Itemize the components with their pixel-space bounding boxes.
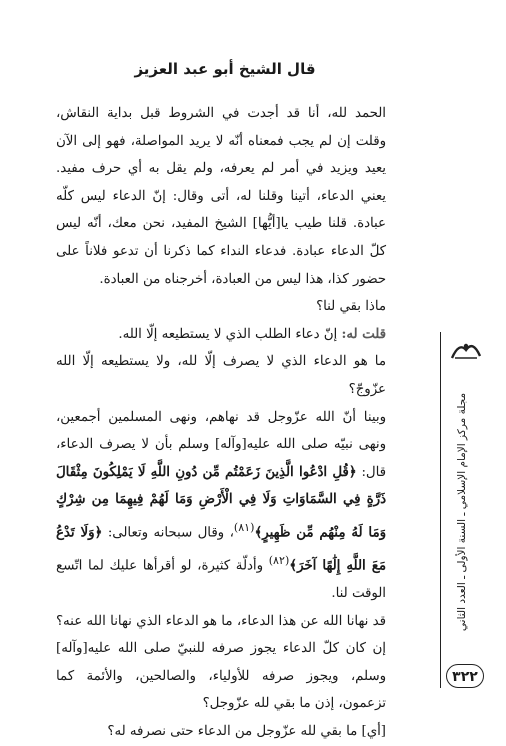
paragraph-text: وبينا أنّ الله عزّوجل قد نهاهم، ونهى المسلمين أجمعين، ونهى نبيّه صلى الله عليه[وآله] وسلم بأن لا يصرف الدعاء، قال: <box>56 409 387 480</box>
paragraph <box>56 404 400 608</box>
quran-verse: ﴿قُلِ ادْعُوا الَّذِينَ زَعَمْتُم مِّن دُونِ اللَّهِ لَا يَمْلِكُونَ مِثْقَالَ ذَرَّةٍ فِي السَّمَاوَاتِ وَلَا فِي الْأَرْضِ وَمَا لَهُمْ فِيهِمَا مِن شِرْكٍ وَمَا لَهُ مِنْهُم مِّن ظَهِيرٍ﴾ <box>56 464 386 541</box>
footnote-ref: (٨٢) <box>268 553 290 567</box>
paragraph: ما هو الدعاء الذي لا يصرف إلّا لله، ولا يستطيعه إلّا الله عزّوجّ؟ <box>56 354 386 397</box>
paragraph-text: وأدلّة كثيرة، لو أقرأها عليك لما اتّسع الوقت لنا. <box>56 558 386 601</box>
paragraph: قد نهانا الله عن هذا الدعاء، ما هو الدعاء الذي نهانا الله عنه؟ إن كان كلّ الدعاء يجوز صرفه للنبيّ صلى الله عليه[وآله] وسلم، ويجوز صرفه للأولياء، والصالحين، والأئمة كما تزعمون، إذن ما بقي لله عزّوجل؟ <box>56 613 386 712</box>
page-number: ٣٢٢ <box>446 664 484 688</box>
article-body <box>56 100 400 746</box>
qult-text: إنّ دعاء الطلب الذي لا يستطيعه إلّا الله. <box>118 326 342 342</box>
paragraph: [أي] ما بقي لله عزّوجل من الدعاء حتى نصرفه له؟ <box>107 723 386 739</box>
paragraph: ماذا بقي لنا؟ <box>316 299 386 315</box>
quran-verse: ﴿وَلَا تَدْعُ مَعَ اللَّهِ إِلَٰهًا آخَرَ﴾ <box>56 525 386 574</box>
paragraph <box>56 321 400 349</box>
footnote-ref: (٨١) <box>233 520 255 534</box>
journal-title-text: مجلة مركز الإمام الإسلامي ـ السنة الأولى ـ العدد الثاني <box>456 392 468 632</box>
paragraph-text: ، وقال سبحانه وتعالى: <box>107 525 234 541</box>
ornament-icon <box>449 338 483 362</box>
qult-label: قلت له: <box>341 326 386 342</box>
margin-rule <box>440 332 441 688</box>
paragraph: الحمد لله، أنا قد أجدت في الشروط قبل بداية النقاش، وقلت إن لم يجب فمعناه أنّه لا يريد المواصلة، فهو إلى الآن يعيد ويزيد في أمر لم يعرفه، ولم يقل به أي حرف مفيد. يعني الدعاء، أتينا وقلنا له، أتى وقال: إنّ الدعاء ليس كلّه عبادة. قلنا طيب يا[أيُّها] الشيخ المفيد، نحن معك، أنّه ليس كلّ الدعاء عبادة. فدعاء النداء كما ذكرنا أن تدعو فلاناً على حضور كذا، هذا ليس من العبادة، أخرجناه من العبادة. <box>56 106 386 287</box>
article-heading: قال الشيخ أبو عبد العزيز <box>134 60 316 78</box>
